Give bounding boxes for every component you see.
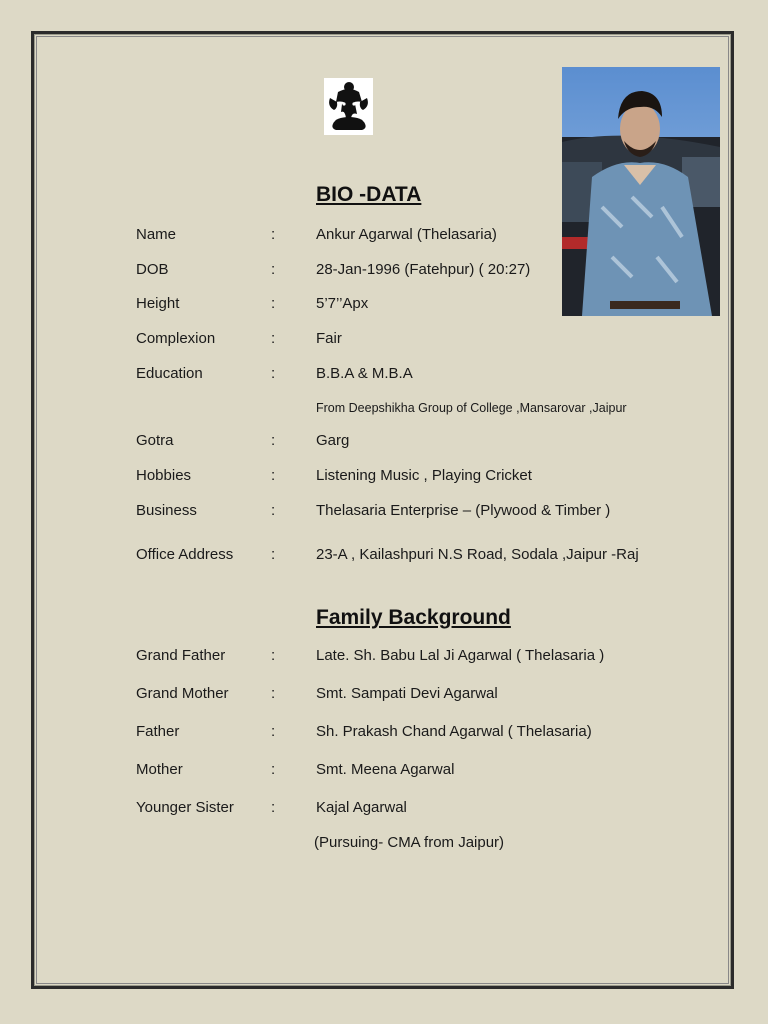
row-value: B.B.A & M.B.A bbox=[316, 365, 413, 382]
row-label: Education bbox=[136, 365, 203, 382]
row-label: Hobbies bbox=[136, 467, 192, 484]
row-separator: : bbox=[271, 761, 276, 778]
row-label: Mother bbox=[136, 761, 183, 778]
row-label: Business bbox=[136, 502, 197, 519]
row-value: 23-A , Kailashpuri N.S Road, Sodala ,Jaipur -Raj bbox=[316, 546, 639, 563]
row-label: DOB bbox=[136, 261, 169, 278]
family-heading: Family Background bbox=[316, 606, 511, 629]
row-value: Smt. Meena Agarwal bbox=[316, 761, 455, 778]
row-label: Father bbox=[136, 723, 180, 740]
row-label: Younger Sister bbox=[136, 799, 234, 816]
row-separator: : bbox=[271, 502, 276, 519]
row-value: Fair bbox=[316, 330, 342, 347]
detail-row-gotra bbox=[0, 432, 768, 454]
education-note: From Deepshikha Group of College ,Mansarovar ,Jaipur bbox=[316, 401, 627, 415]
row-separator: : bbox=[271, 330, 276, 347]
row-value: Listening Music , Playing Cricket bbox=[316, 467, 532, 484]
detail-row-dob bbox=[0, 261, 768, 283]
row-separator: : bbox=[271, 261, 276, 278]
family-row-grand-father bbox=[0, 647, 768, 669]
row-label: Name bbox=[136, 226, 177, 243]
row-label: Height bbox=[136, 295, 180, 312]
row-label: Gotra bbox=[136, 432, 174, 449]
family-row-mother bbox=[0, 761, 768, 783]
row-separator: : bbox=[271, 467, 276, 484]
row-separator: : bbox=[271, 432, 276, 449]
detail-row-education bbox=[0, 365, 768, 387]
detail-row-business bbox=[0, 502, 768, 524]
row-separator: : bbox=[271, 685, 276, 702]
row-separator: : bbox=[271, 226, 276, 243]
row-value: 28-Jan-1996 (Fatehpur) ( 20:27) bbox=[316, 261, 531, 278]
row-separator: : bbox=[271, 723, 276, 740]
detail-row-name bbox=[0, 226, 768, 248]
row-separator: : bbox=[271, 295, 276, 312]
ganesha-icon bbox=[324, 78, 373, 135]
row-separator: : bbox=[271, 546, 276, 563]
row-value: Kajal Agarwal bbox=[316, 799, 407, 816]
row-label: Complexion bbox=[136, 330, 216, 347]
detail-row-height bbox=[0, 295, 768, 317]
family-row-father bbox=[0, 723, 768, 745]
family-row-younger-sister bbox=[0, 799, 768, 821]
detail-row-complexion bbox=[0, 330, 768, 352]
row-separator: : bbox=[271, 799, 276, 816]
row-separator: : bbox=[271, 365, 276, 382]
family-row-grand-mother bbox=[0, 685, 768, 707]
row-value: Ankur Agarwal (Thelasaria) bbox=[316, 226, 497, 243]
detail-row-hobbies bbox=[0, 467, 768, 489]
sister-note: (Pursuing- CMA from Jaipur) bbox=[314, 834, 505, 851]
row-label: Grand Mother bbox=[136, 685, 229, 702]
detail-row-office-address bbox=[0, 546, 768, 568]
row-value: Thelasaria Enterprise – (Plywood & Timber ) bbox=[316, 502, 611, 519]
row-separator: : bbox=[271, 647, 276, 664]
page-title: BIO -DATA bbox=[316, 183, 422, 206]
row-label: Grand Father bbox=[136, 647, 226, 664]
row-value: Garg bbox=[316, 432, 350, 449]
row-value: Smt. Sampati Devi Agarwal bbox=[316, 685, 498, 702]
row-value: Sh. Prakash Chand Agarwal ( Thelasaria) bbox=[316, 723, 592, 740]
row-label: Office Address bbox=[136, 546, 234, 563]
row-value: Late. Sh. Babu Lal Ji Agarwal ( Thelasaria ) bbox=[316, 647, 605, 664]
row-value: 5’7’’Apx bbox=[316, 295, 369, 312]
